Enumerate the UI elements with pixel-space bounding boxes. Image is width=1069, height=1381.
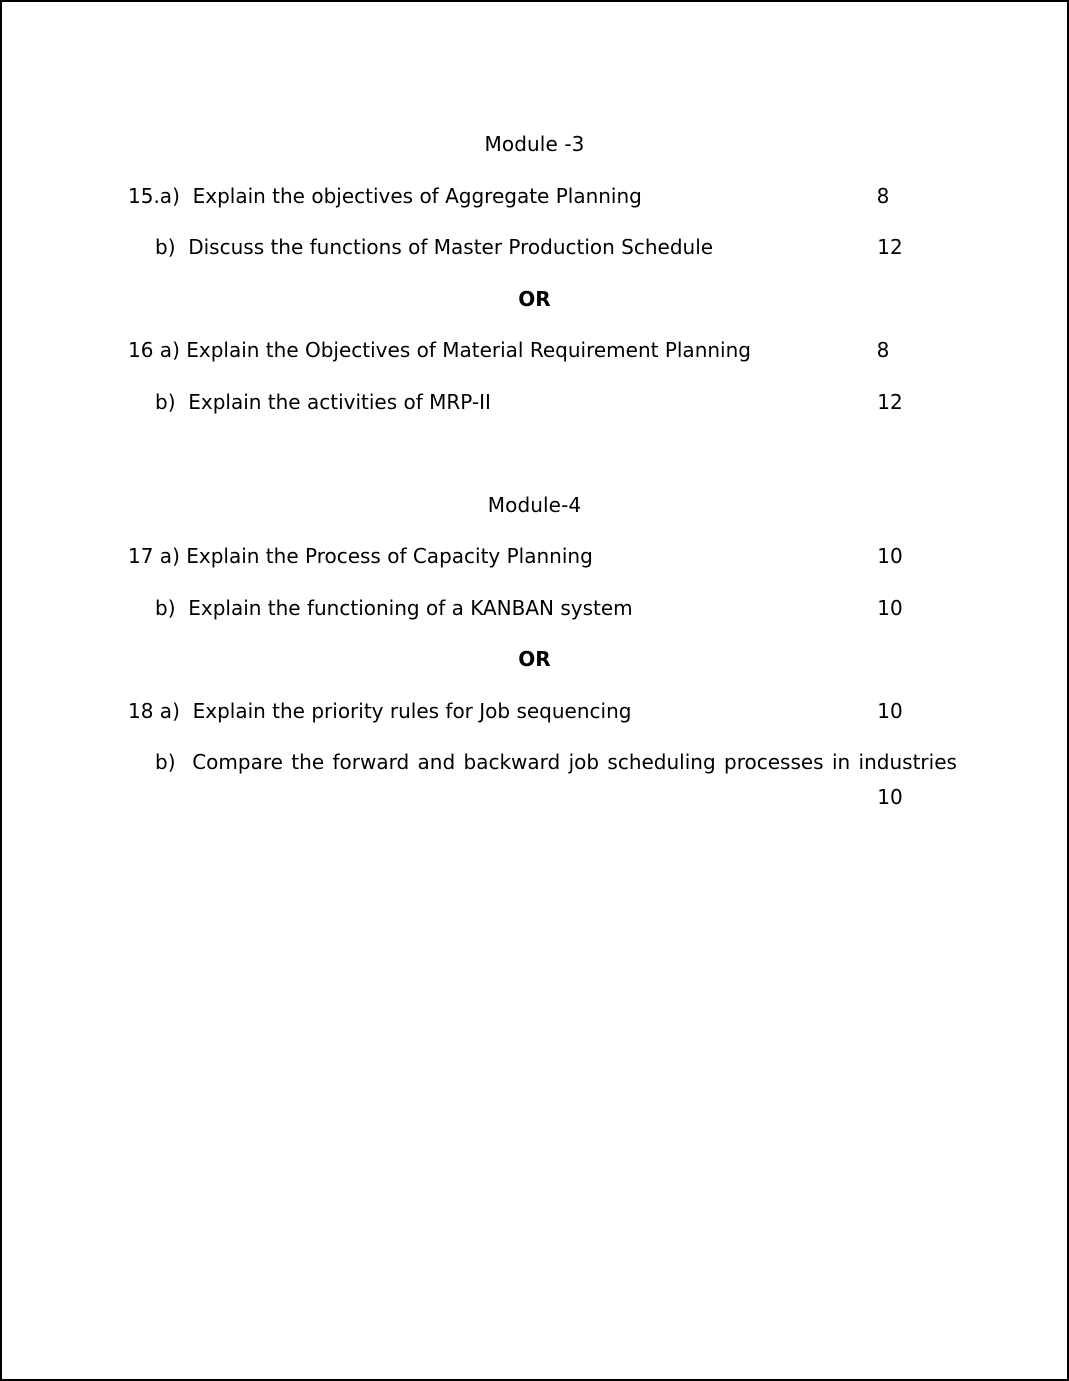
question-label: b) (155, 750, 176, 774)
question-18b (155, 750, 957, 774)
question-label: 16 a) (128, 338, 180, 362)
or-separator-module-3: OR (518, 287, 551, 311)
marks-18b: 10 (877, 785, 903, 809)
marks-16b: 12 (877, 390, 903, 414)
marks-17b: 10 (877, 596, 903, 620)
question-label: 15.a) (128, 184, 180, 208)
or-separator-module-4: OR (518, 647, 551, 671)
question-text: Discuss the functions of Master Production Schedule (188, 235, 714, 259)
question-label: b) (155, 390, 176, 414)
question-label: b) (155, 235, 176, 259)
question-16b (155, 390, 491, 414)
question-18a (128, 699, 631, 723)
question-15b (155, 235, 713, 259)
question-text: Compare the forward and backward job scheduling processes in industries (192, 750, 957, 774)
question-text: Explain the Objectives of Material Requirement Planning (186, 338, 751, 362)
marks-18a: 10 (877, 699, 903, 723)
marks-17a: 10 (877, 544, 903, 568)
marks-16a: 8 (876, 338, 890, 362)
question-text: Explain the activities of MRP-II (188, 390, 491, 414)
question-label: 17 a) (128, 544, 180, 568)
module-3-heading: Module -3 (484, 132, 585, 156)
question-16a (128, 338, 751, 362)
question-text: Explain the priority rules for Job sequencing (192, 699, 632, 723)
question-text: Explain the objectives of Aggregate Planning (192, 184, 642, 208)
question-17b (155, 596, 633, 620)
module-4-heading: Module-4 (487, 493, 582, 517)
question-label: b) (155, 596, 176, 620)
marks-15b: 12 (877, 235, 903, 259)
marks-15a: 8 (876, 184, 890, 208)
question-17a (128, 544, 593, 568)
question-text: Explain the functioning of a KANBAN system (188, 596, 633, 620)
question-text: Explain the Process of Capacity Planning (186, 544, 593, 568)
question-15a (128, 184, 642, 208)
question-label: 18 a) (128, 699, 180, 723)
